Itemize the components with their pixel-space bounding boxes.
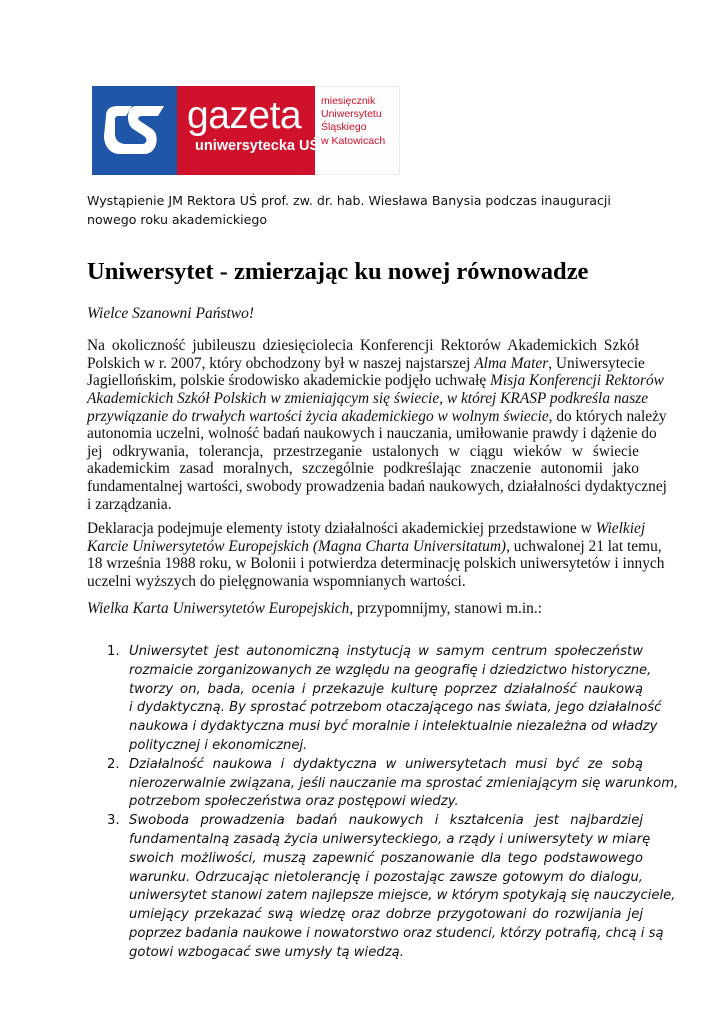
paragraph-line: Jagiellońskim, polskie środowisko akademickie podjęło uchwałę Misja Konferencji Rektorów: [87, 372, 664, 390]
list-item-line: tworzy on, bada, ocenia i przekazuje kulturę poprzez działalność naukową: [129, 681, 643, 697]
paragraph-line: 18 września 1988 roku, w Bolonii i potwierdza determinację polskich uniwersytetów i innych: [87, 555, 665, 573]
paragraph-line: Deklaracja podejmuje elementy istoty działalności akademickiej przedstawione w Wielkiej: [87, 520, 646, 537]
list-item-line: Uniwersytet jest autonomiczną instytucją w samym centrum społeczeństw: [129, 644, 643, 659]
list-item: [87, 812, 676, 962]
paragraph-line: Akademickich Szkół Polskich w zmieniającym się świecie, w której KRASP podkreśla nasze: [87, 389, 649, 407]
list-item-line: uniwersytet stanowi zatem najlepsze miejsce, w którym spotykają się nauczyciele,: [129, 888, 676, 904]
intro-line: nowego roku akademickiego: [87, 212, 268, 228]
paragraph-line: akademickim zasad moralnych, szczególnie podkreślając znaczenie autonomii jako: [87, 460, 639, 478]
list-item-line: Swoboda prowadzenia badań naukowych i kształcenia jest najbardziej: [129, 813, 643, 829]
paragraph-line: Karcie Uniwersytetów Europejskich (Magna Charta Universitatum), uchwalonej 21 lat temu,: [87, 537, 662, 555]
paragraph-line: przywiązanie do trwałych wartości życia akademickiego w wolnym świecie, do których należy: [87, 407, 667, 425]
paragraph-line: Polskich w r. 2007, który obchodzony był w naszej najstarszej Alma Mater, Uniwersytecie: [87, 354, 645, 372]
list-item-line: swoich możliwości, muszą zapewnić poszanowanie dla tego podstawowego: [129, 850, 643, 866]
list-item-line: naukowa i dydaktyczna musi być moralnie i intelektualnie niezależna od władzy: [129, 719, 658, 735]
logo-side-text: [315, 86, 400, 175]
list-item-line: politycznej i ekonomicznej.: [129, 737, 308, 753]
paragraph-line: fundamentalnej wartości, swobody prowadzenia badań naukowych, działalności dydaktycznej: [87, 478, 667, 496]
list-item-line: umiejący przekazać swą wiedzę oraz dobrze przygotowani do rozwijania jej: [129, 907, 643, 923]
logo-side-line: Uniwersytetu: [321, 108, 382, 121]
logo-side-line: miesięcznik: [321, 95, 376, 107]
list-number: 2.: [107, 756, 120, 772]
list-item-line: rozmaicie zorganizowanych ze względu na geografię i dziedzictwo historyczne,: [129, 662, 652, 678]
list-item-line: i dydaktyczną. By sprostać potrzebom otaczającego nas świata, jego działalność: [129, 700, 662, 716]
intro-line: Wystąpienie JM Rektora UŚ prof. zw. dr. hab. Wiesława Banysia podczas inauguracji: [87, 193, 611, 208]
list-item-line: potrzebom społeczeństwa oraz postępowi wiedzy.: [129, 794, 459, 810]
logo-subtitle: uniwersytecka UŚ: [195, 138, 320, 154]
list-item-line: fundamentalną zasadą życia uniwersyteckiego, a rządy i uniwersytety w miarę: [129, 831, 651, 847]
paragraph-line: Wielka Karta Uniwersytetów Europejskich, przypomnijmy, stanowi m.in.:: [87, 600, 542, 617]
intro-text: [87, 191, 647, 230]
paragraph-line: i zarządzania.: [87, 495, 172, 513]
us-emblem-icon: [92, 86, 177, 175]
paragraph-1: [87, 337, 667, 513]
logo-side-line: Śląskiego: [321, 121, 367, 134]
list-item-line: nierozerwalnie związana, jeśli nauczanie ma sprostać zmieniającym się warunkom,: [129, 775, 679, 791]
paragraph-line: Na okoliczność jubileuszu dziesięciolecia Konferencji Rektorów Akademickich Szkół: [87, 337, 639, 354]
numbered-list: [87, 643, 679, 963]
paragraph-2: [87, 520, 665, 591]
article-title: Uniwersytet - zmierzając ku nowej równowadze: [87, 258, 589, 285]
list-item: [87, 643, 662, 756]
list-item-line: warunku. Odrzucając nietolerancję i pozostając zawsze gotowym do dialogu,: [129, 869, 643, 885]
paragraph-line: autonomia uczelni, wolność badań naukowych i nauczania, umiłowanie prawdy i dążenie do: [87, 425, 657, 443]
paragraph-line: jej odkrywania, tolerancja, przestrzeganie ustalonych w ciągu wieków w świecie: [87, 442, 639, 460]
paragraph-line: uczelni wyższych do pielęgnowania wspomnianych wartości.: [87, 572, 466, 590]
list-item-line: poprzez badania naukowe i nowatorstwo oraz studenci, którzy potrafią, chcą i są: [129, 925, 664, 941]
logo-wordmark: [177, 86, 320, 175]
gazeta-logo: [92, 86, 400, 175]
list-item-line: gotowi wzbogacać swe umysły tą wiedzą.: [129, 944, 404, 960]
greeting: Wielce Szanowni Państwo!: [87, 305, 255, 322]
list-number: 1.: [107, 644, 120, 659]
logo-side-line: w Katowicach: [321, 134, 386, 147]
logo-word: gazeta: [187, 94, 302, 137]
list-number: 3.: [107, 813, 120, 829]
list-item: [87, 756, 679, 812]
list-item-line: Działalność naukowa i dydaktyczna w uniwersytetach musi być ze sobą: [129, 756, 643, 772]
paragraph-3: [87, 600, 639, 618]
